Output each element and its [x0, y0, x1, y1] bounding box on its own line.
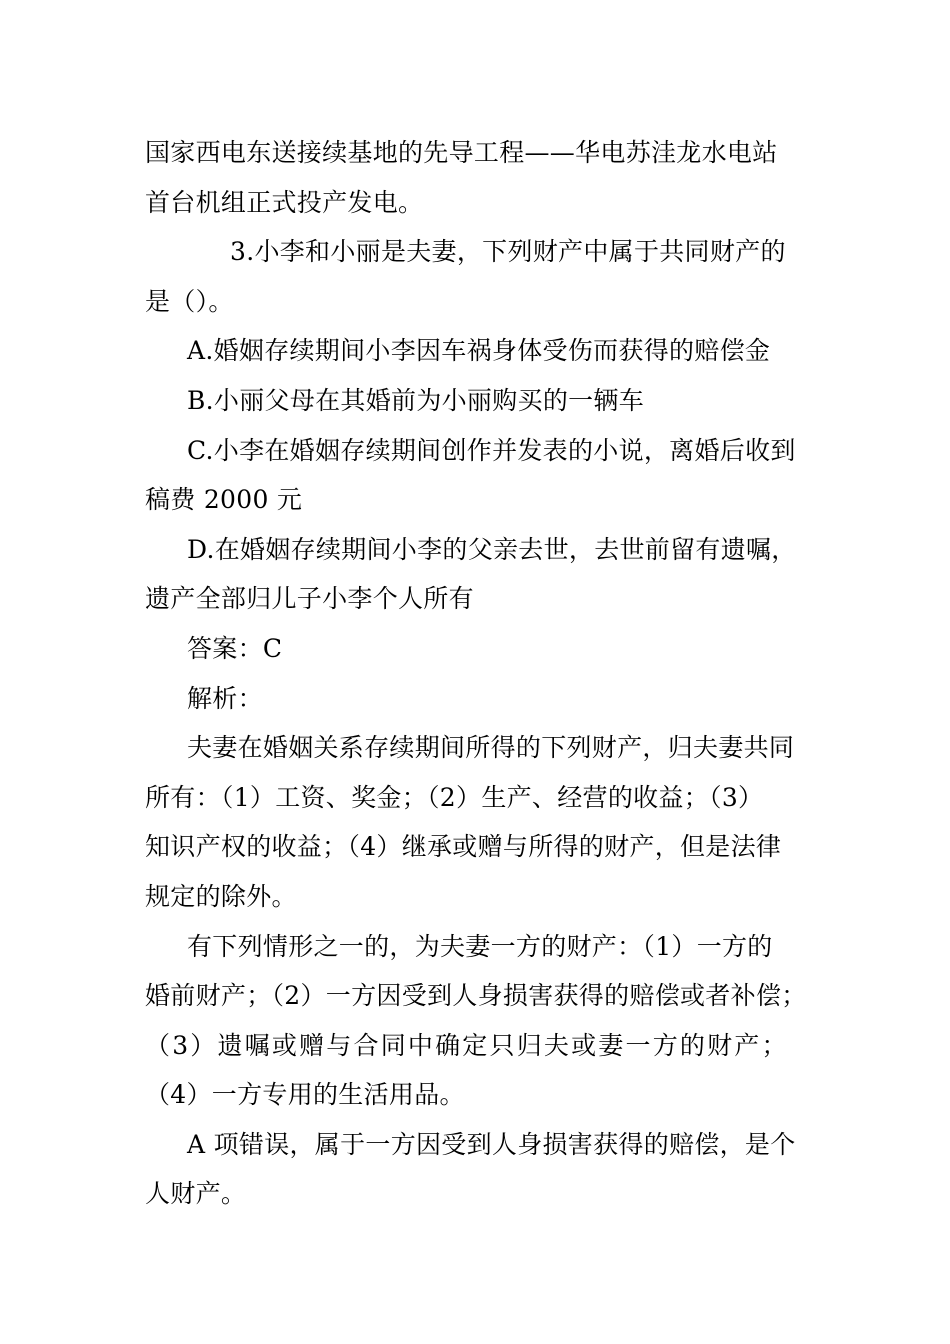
- option-b: B.小丽父母在其婚前为小丽购买的一辆车: [187, 385, 645, 415]
- analysis-heading: 解析：: [187, 683, 263, 713]
- option-a: A.婚姻存续期间小李因车祸身体受伤而获得的赔偿金: [187, 336, 771, 366]
- answer: 答案：C: [187, 633, 283, 663]
- text-line: 稿费 2000 元: [145, 485, 303, 515]
- text-line: 人财产。: [145, 1179, 247, 1209]
- analysis-paragraph: 有下列情形之一的，为夫妻一方的财产：（1）一方的: [187, 931, 773, 961]
- text-line: （3）遗嘱或赠与合同中确定只归夫或妻一方的财产；: [145, 1030, 789, 1060]
- analysis-paragraph: 夫妻在婚姻关系存续期间所得的下列财产，归夫妻共同: [187, 733, 795, 763]
- text-line: 首台机组正式投产发电。: [145, 187, 424, 217]
- option-c: C.小李在婚姻存续期间创作并发表的小说，离婚后收到: [187, 435, 796, 465]
- document-body: [145, 128, 815, 1219]
- question-stem: 3.小李和小丽是夫妻，下列财产中属于共同财产的: [230, 237, 786, 267]
- text-line: 遗产全部归儿子小李个人所有: [145, 584, 474, 614]
- text-line: 规定的除外。: [145, 881, 297, 911]
- option-d: D.在婚姻存续期间小李的父亲去世，去世前留有遗嘱，: [187, 534, 797, 564]
- text-line: 婚前财产；（2）一方因受到人身损害获得的赔偿或者补偿；: [145, 981, 807, 1011]
- text-line: 是（）。: [145, 286, 234, 316]
- text-line: 所有：（1）工资、奖金；（2）生产、经营的收益；（3）: [145, 782, 764, 812]
- text-line: 国家西电东送接续基地的先导工程——华电苏洼龙水电站: [145, 138, 778, 167]
- text-line: 知识产权的收益；（4）继承或赠与所得的财产，但是法律: [145, 832, 782, 862]
- text-line: （4）一方专用的生活用品。: [145, 1080, 465, 1110]
- analysis-paragraph: A 项错误，属于一方因受到人身损害获得的赔偿，是个: [187, 1129, 796, 1159]
